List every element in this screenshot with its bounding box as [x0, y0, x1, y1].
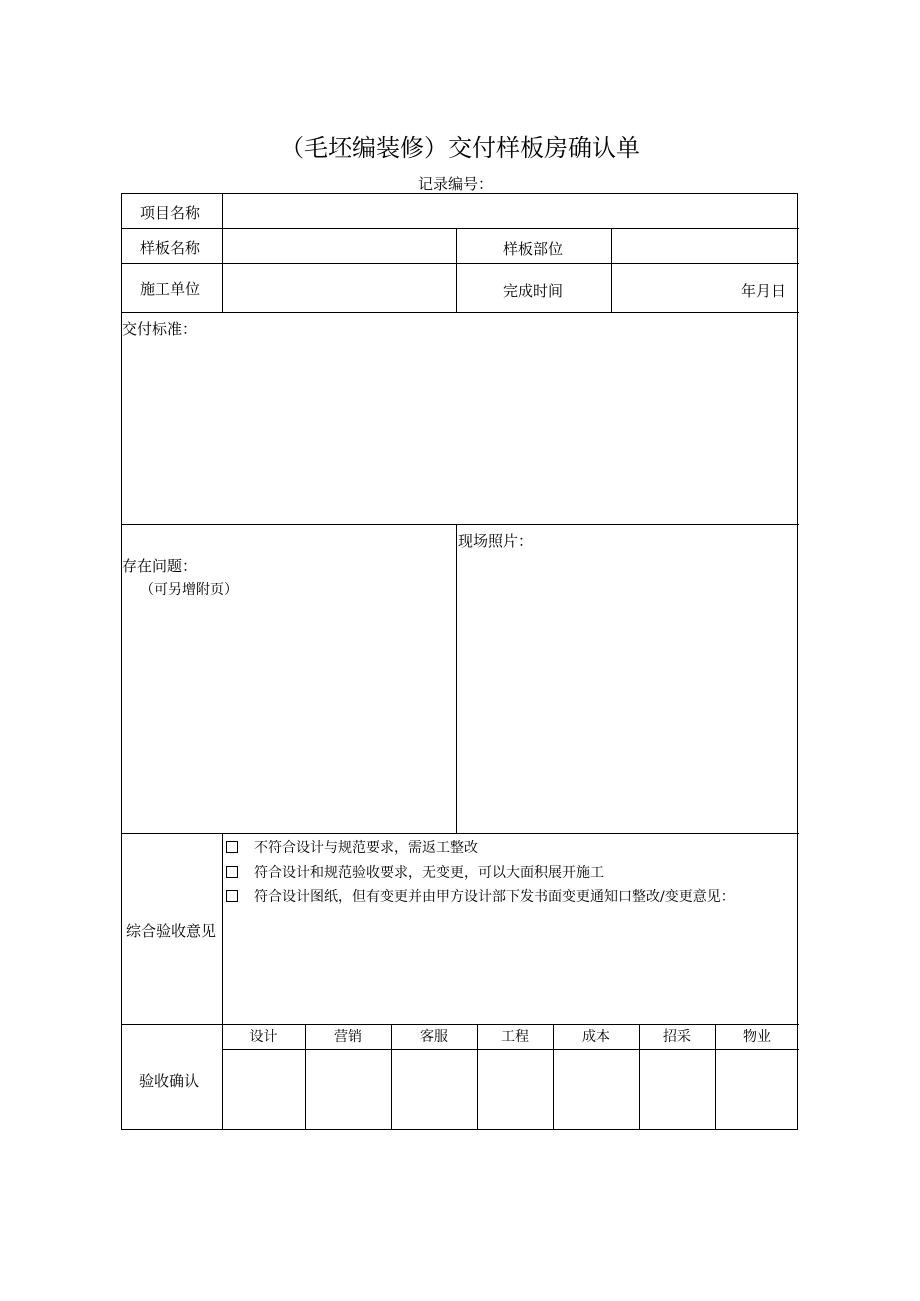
contractor-label: 施工单位 [140, 280, 201, 298]
photos-label: 现场照片： [458, 532, 534, 550]
checkbox-icon[interactable] [226, 866, 238, 878]
dept-engineering: 工程 [501, 1029, 529, 1045]
row-divider [122, 524, 799, 525]
option-text: 符合设计图纸，但有变更并由甲方设计部下发书面变更通知口整改/变更意见： [254, 889, 735, 905]
page-title: （毛坯编装修）交付样板房确认单 [280, 134, 640, 162]
dept-procurement: 招采 [663, 1029, 691, 1045]
project-name-label: 项目名称 [140, 204, 201, 222]
col-divider [456, 228, 457, 312]
dept-property: 物业 [743, 1029, 771, 1045]
sample-location-label: 样板部位 [503, 240, 564, 258]
row-divider [122, 228, 799, 229]
col-divider [611, 228, 612, 312]
row-divider [122, 1024, 799, 1025]
sample-name-label: 样板名称 [140, 239, 201, 257]
option-approved[interactable] [226, 862, 604, 882]
issues-note: （可另增附页） [140, 582, 238, 598]
opinion-label: 综合验收意见 [126, 922, 217, 940]
option-text: 符合设计和规范验收要求，无变更，可以大面积展开施工 [254, 865, 604, 881]
issues-label: 存在问题： [122, 557, 198, 575]
row-divider [122, 263, 799, 264]
completion-time-label: 完成时间 [503, 282, 564, 300]
col-divider [456, 524, 457, 833]
date-label: 年月日 [741, 282, 787, 300]
col-divider [222, 194, 223, 312]
row-divider [122, 833, 799, 834]
option-text: 不符合设计与规范要求，需返工整改 [254, 840, 478, 856]
dept-customer-service: 客服 [420, 1029, 448, 1045]
option-rework[interactable] [226, 837, 478, 857]
checkbox-icon[interactable] [226, 890, 238, 902]
checkbox-icon[interactable] [226, 841, 238, 853]
option-with-changes[interactable] [226, 886, 735, 906]
col-divider [222, 833, 223, 1130]
dept-design: 设计 [249, 1029, 278, 1045]
delivery-standard-label: 交付标准： [122, 320, 198, 338]
confirmation-form [121, 193, 798, 1130]
row-divider [222, 1049, 799, 1050]
record-number-label: 记录编号： [418, 175, 494, 193]
dept-cost: 成本 [582, 1029, 610, 1045]
acceptance-label: 验收确认 [139, 1072, 200, 1090]
dept-marketing: 营销 [334, 1029, 362, 1045]
row-divider [122, 312, 799, 313]
